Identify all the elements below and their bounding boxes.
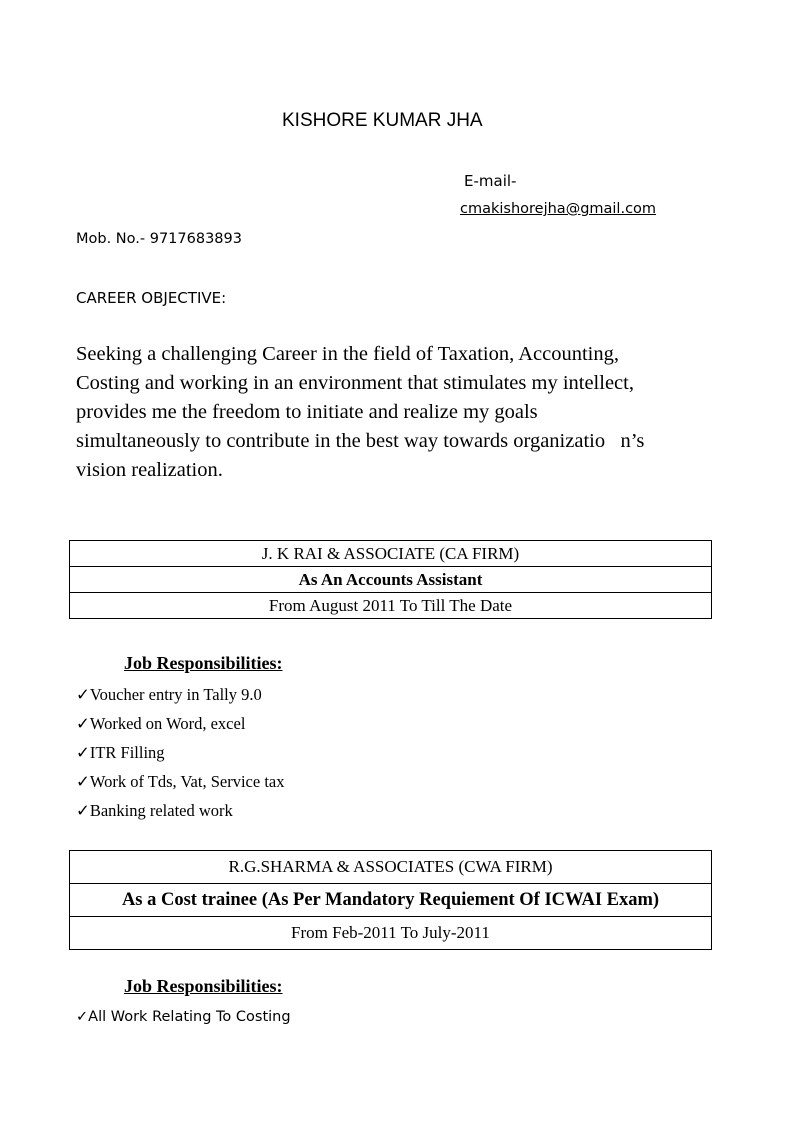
- responsibilities-list: [76, 680, 284, 825]
- checkmark-icon: ✓: [76, 714, 90, 733]
- experience-table-1: [69, 540, 712, 619]
- job-responsibilities-heading: Job Responsibilities:: [124, 976, 283, 996]
- duty-text: Banking related work: [89, 801, 233, 820]
- firm-name: J. K RAI & ASSOCIATE (CA FIRM): [70, 541, 712, 567]
- duty-text: ITR Filling: [89, 743, 165, 762]
- checkmark-icon: ✓: [76, 1009, 89, 1025]
- objective-line: simultaneously to contribute in the best way towards organizatio n’s: [76, 430, 645, 452]
- duty-text: All Work Relating To Costing: [88, 1009, 291, 1025]
- job-responsibilities-heading: Job Responsibilities:: [124, 653, 283, 673]
- firm-name: R.G.SHARMA & ASSOCIATES (CWA FIRM): [70, 851, 712, 884]
- list-item: [76, 709, 284, 738]
- career-objective-heading: CAREER OBJECTIVE:: [76, 289, 227, 307]
- list-item: [76, 796, 284, 825]
- job-period: From Feb-2011 To July-2011: [70, 917, 712, 950]
- email-link[interactable]: cmakishorejha@gmail.com: [460, 201, 657, 217]
- objective-line: Seeking a challenging Career in the field of Taxation, Accounting,: [76, 343, 619, 365]
- objective-line: vision realization.: [76, 459, 223, 481]
- objective-line: Costing and working in an environment that stimulates my intellect,: [76, 372, 634, 394]
- objective-line: provides me the freedom to initiate and realize my goals: [76, 401, 538, 423]
- career-objective-text: [76, 340, 736, 485]
- checkmark-icon: ✓: [76, 685, 90, 704]
- duty-text: Work of Tds, Vat, Service tax: [89, 772, 285, 791]
- list-item: [76, 767, 284, 796]
- list-item: [76, 680, 284, 709]
- list-item: [76, 1006, 291, 1028]
- list-item: [76, 738, 284, 767]
- mobile-number: Mob. No.- 9717683893: [76, 231, 242, 247]
- candidate-name: KISHORE KUMAR JHA: [282, 110, 483, 131]
- email-label: E-mail-: [464, 172, 517, 190]
- duty-text: Worked on Word, excel: [89, 714, 246, 733]
- experience-table-2: [69, 850, 712, 950]
- duty-text: Voucher entry in Tally 9.0: [89, 685, 262, 704]
- job-role: As An Accounts Assistant: [70, 567, 712, 593]
- job-period: From August 2011 To Till The Date: [70, 593, 712, 619]
- checkmark-icon: ✓: [76, 772, 90, 791]
- checkmark-icon: ✓: [76, 801, 90, 820]
- job-role: As a Cost trainee (As Per Mandatory Requiement Of ICWAI Exam): [70, 884, 712, 917]
- responsibilities-list: [76, 1006, 291, 1028]
- checkmark-icon: ✓: [76, 743, 90, 762]
